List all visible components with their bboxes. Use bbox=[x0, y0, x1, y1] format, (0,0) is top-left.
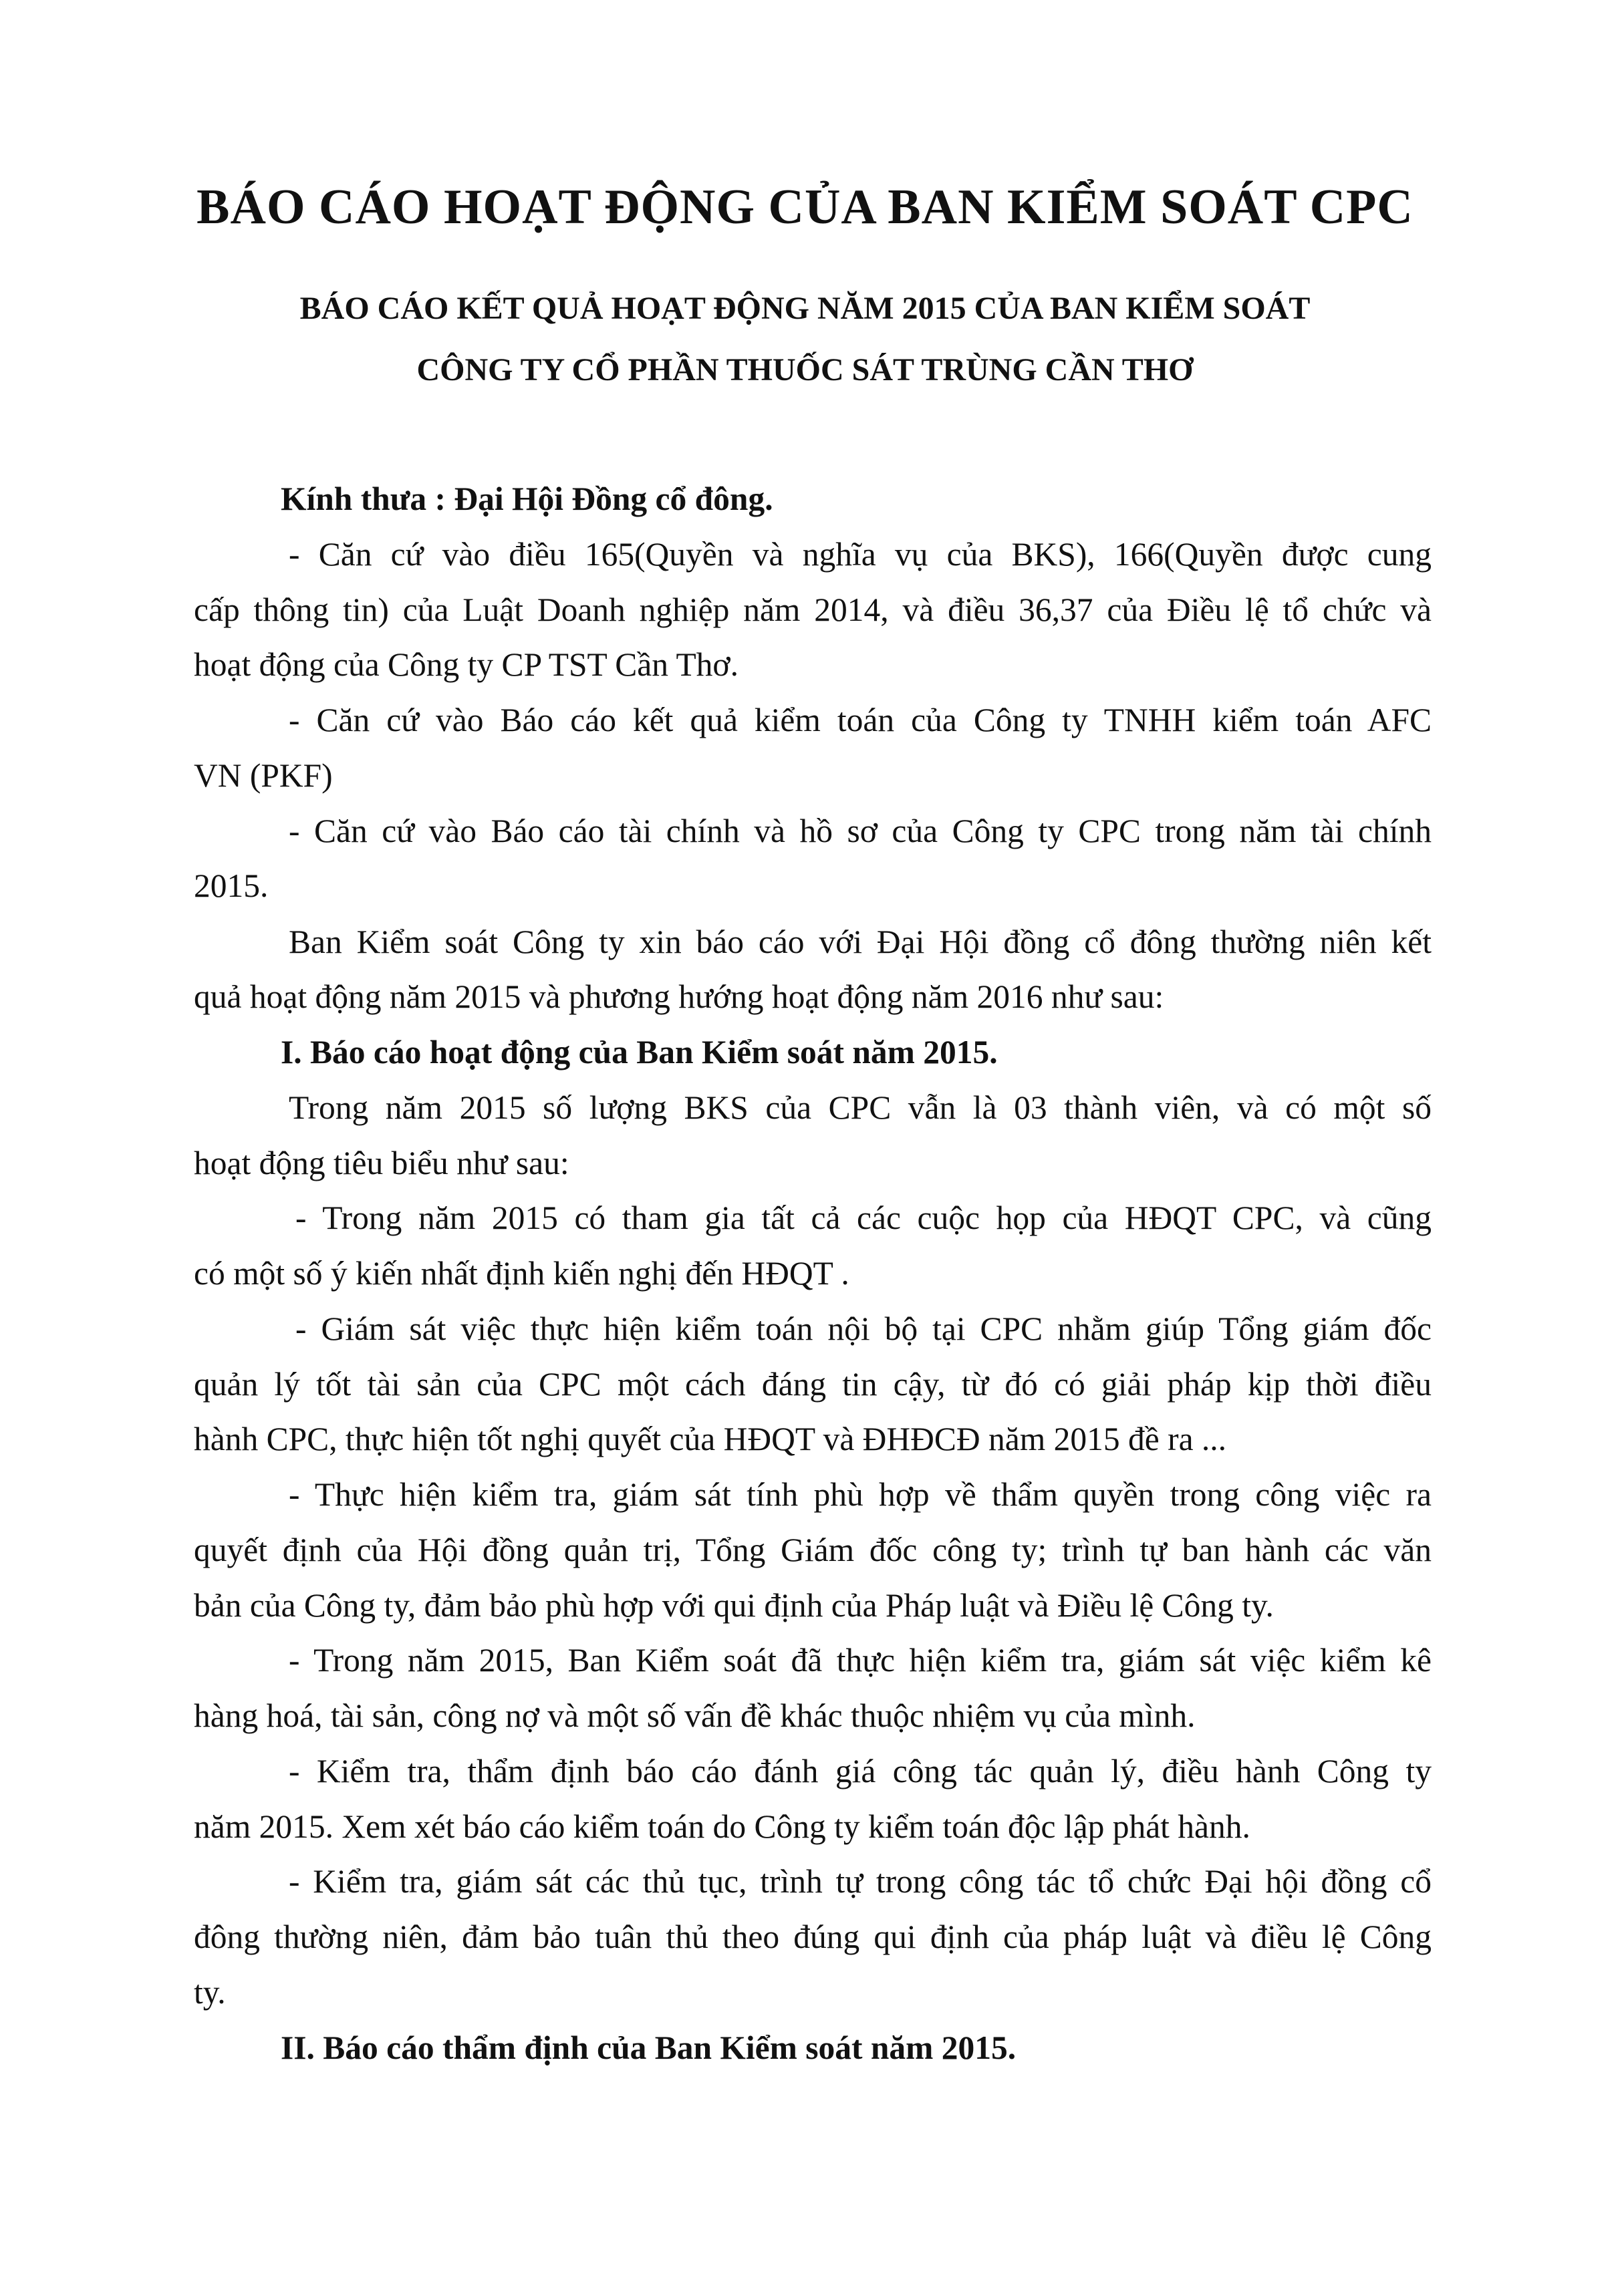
paragraph-line: có một số ý kiến nhất định kiến nghị đến HĐQT . bbox=[194, 1255, 849, 1292]
paragraph-line: - Thực hiện kiểm tra, giám sát tính phù hợp về thẩm quyền trong công việc ra bbox=[289, 1476, 1432, 1513]
paragraph-line: - Kiểm tra, thẩm định báo cáo đánh giá công tác quản lý, điều hành Công ty bbox=[289, 1753, 1432, 1789]
paragraph-line: quản lý tốt tài sản của CPC một cách đáng tin cậy, từ đó có giải pháp kịp thời điều bbox=[194, 1366, 1432, 1403]
paragraph-line: Ban Kiểm soát Công ty xin báo cáo với Đại Hội đồng cổ đông thường niên kết bbox=[289, 923, 1432, 960]
paragraph-line: hoạt động tiêu biểu như sau: bbox=[194, 1145, 569, 1181]
section-2-heading: II. Báo cáo thẩm định của Ban Kiểm soát năm 2015. bbox=[281, 2029, 1017, 2066]
paragraph-line: - Căn cứ vào điều 165(Quyền và nghĩa vụ của BKS), 166(Quyền được cung bbox=[289, 536, 1432, 573]
paragraph-line: cấp thông tin) của Luật Doanh nghiệp năm 2014, và điều 36,37 của Điều lệ tổ chức và bbox=[194, 591, 1432, 628]
paragraph-line: hành CPC, thực hiện tốt nghị quyết của HĐQT và ĐHĐCĐ năm 2015 đề ra ... bbox=[194, 1421, 1227, 1457]
section-1-heading: I. Báo cáo hoạt động của Ban Kiểm soát năm 2015. bbox=[281, 1034, 998, 1070]
paragraph-line: năm 2015. Xem xét báo cáo kiểm toán do Công ty kiểm toán độc lập phát hành. bbox=[194, 1808, 1250, 1845]
paragraph-line: quyết định của Hội đồng quản trị, Tổng Giám đốc công ty; trình tự ban hành các văn bbox=[194, 1532, 1432, 1568]
paragraph-line: quả hoạt động năm 2015 và phương hướng hoạt động năm 2016 như sau: bbox=[194, 978, 1164, 1015]
paragraph-line: - Trong năm 2015, Ban Kiểm soát đã thực hiện kiểm tra, giám sát việc kiểm kê bbox=[289, 1642, 1432, 1679]
paragraph-line: - Căn cứ vào Báo cáo kết quả kiểm toán của Công ty TNHH kiểm toán AFC bbox=[289, 702, 1432, 738]
paragraph-line: hoạt động của Công ty CP TST Cần Thơ. bbox=[194, 646, 739, 683]
paragraph-line: 2015. bbox=[194, 867, 269, 904]
paragraph-line: - Giám sát việc thực hiện kiểm toán nội bộ tại CPC nhằm giúp Tổng giám đốc bbox=[295, 1310, 1432, 1347]
paragraph-line: đông thường niên, đảm bảo tuân thủ theo đúng qui định của pháp luật và điều lệ Công bbox=[194, 1918, 1432, 1955]
salutation: Kính thưa : Đại Hội Đồng cổ đông. bbox=[281, 480, 773, 517]
sub-title-line-2: CÔNG TY CỔ PHẦN THUỐC SÁT TRÙNG CẦN THƠ bbox=[416, 352, 1194, 388]
sub-title-line-1: BÁO CÁO KẾT QUẢ HOẠT ĐỘNG NĂM 2015 CỦA BAN KIỂM SOÁT bbox=[299, 291, 1311, 326]
main-title: BÁO CÁO HOẠT ĐỘNG CỦA BAN KIỂM SOÁT CPC bbox=[196, 180, 1414, 235]
paragraph-line: Trong năm 2015 số lượng BKS của CPC vẫn là 03 thành viên, và có một số bbox=[289, 1089, 1432, 1126]
paragraph-line: ty. bbox=[194, 1974, 226, 2011]
paragraph-line: - Trong năm 2015 có tham gia tất cả các cuộc họp của HĐQT CPC, và cũng bbox=[295, 1199, 1432, 1236]
paragraph-line: bản của Công ty, đảm bảo phù hợp với qui định của Pháp luật và Điều lệ Công ty. bbox=[194, 1587, 1274, 1624]
paragraph-line: - Căn cứ vào Báo cáo tài chính và hồ sơ của Công ty CPC trong năm tài chính bbox=[289, 813, 1432, 849]
paragraph-line: hàng hoá, tài sản, công nợ và một số vấn đề khác thuộc nhiệm vụ của mình. bbox=[194, 1697, 1196, 1734]
paragraph-line: VN (PKF) bbox=[194, 757, 333, 794]
paragraph-line: - Kiểm tra, giám sát các thủ tục, trình tự trong công tác tổ chức Đại hội đồng cổ bbox=[289, 1863, 1432, 1900]
